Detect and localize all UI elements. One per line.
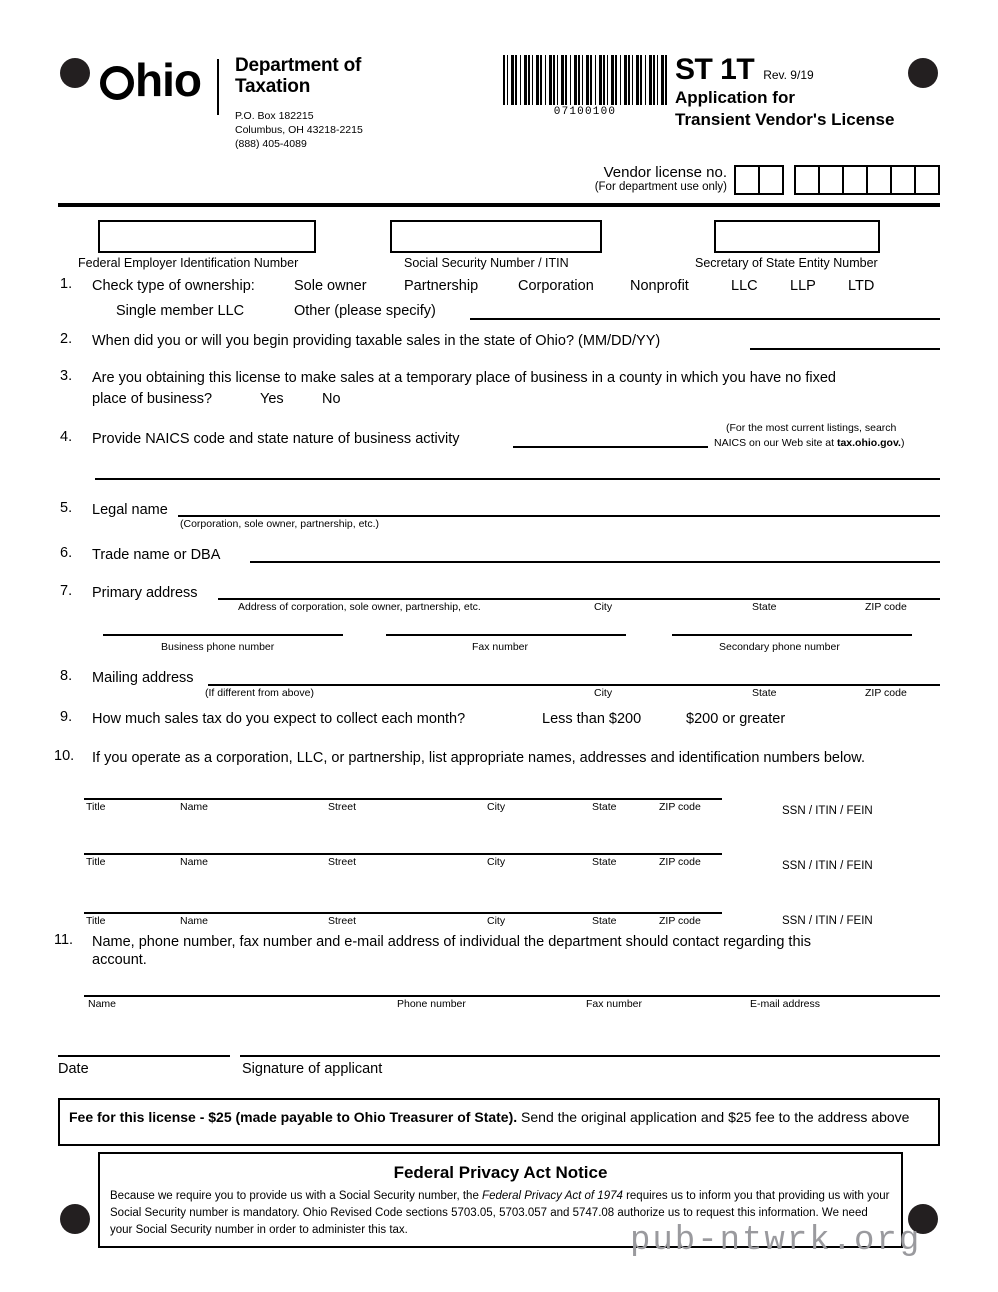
item-10-col-state: State xyxy=(592,801,617,813)
item-7-address-input-line[interactable] xyxy=(218,598,940,600)
vendor-license-group-2[interactable] xyxy=(796,165,940,195)
address-phone: (888) 405-4089 xyxy=(234,137,307,150)
fee-notice-box xyxy=(58,1098,940,1146)
department-line-2: Taxation xyxy=(234,76,311,98)
vendor-license-label: Vendor license no. xyxy=(603,164,727,181)
vendor-license-cell[interactable] xyxy=(734,165,760,195)
item-9-number: 9. xyxy=(60,709,73,725)
item-11-text-line-1: Name, phone number, fax number and e-mail address of individual the department should contact regarding this xyxy=(92,934,811,950)
item-2-date-input-line[interactable] xyxy=(750,348,940,350)
ownership-option-ltd[interactable]: LTD xyxy=(848,278,875,294)
item-11-input-line[interactable] xyxy=(84,995,940,997)
item-4-number: 4. xyxy=(60,429,73,445)
item-2-text: When did you or will you begin providing taxable sales in the state of Ohio? (MM/DD/YY) xyxy=(92,333,661,349)
item-5-number: 5. xyxy=(60,500,73,516)
vendor-license-cell[interactable] xyxy=(794,165,820,195)
item-7-business-phone-label: Business phone number xyxy=(161,641,275,653)
item-10-number: 10. xyxy=(54,748,75,764)
item-3-text-line-2: place of business? xyxy=(92,391,213,407)
item-7-number: 7. xyxy=(60,583,73,599)
item-4-note-line-2 xyxy=(714,437,904,449)
item-10-col-ssn: SSN / ITIN / FEIN xyxy=(782,915,873,927)
form-code: ST 1T xyxy=(675,53,755,86)
item-7-secondary-phone-input-line[interactable] xyxy=(672,634,912,636)
item-7-state-sublabel: State xyxy=(752,601,777,613)
ssn-itin-label: Social Security Number / ITIN xyxy=(404,256,569,270)
item-10-col-street: Street xyxy=(328,856,357,868)
ownership-option-llp[interactable]: LLP xyxy=(790,278,816,294)
ownership-option-other-label: Other (please specify) xyxy=(294,303,436,319)
item-6-label: Trade name or DBA xyxy=(92,547,221,563)
item-10-col-city: City xyxy=(487,915,506,927)
item-4-note-pre: NAICS on our Web site at xyxy=(714,437,837,449)
item-5-legal-name-input-line[interactable] xyxy=(178,515,940,517)
vendor-license-number-field xyxy=(595,164,940,195)
item-5-sublabel: (Corporation, sole owner, partnership, etc.) xyxy=(180,518,380,530)
item-8-number: 8. xyxy=(60,668,73,684)
registration-mark-bottom-left xyxy=(60,1204,90,1234)
fein-input[interactable] xyxy=(98,220,316,253)
fee-notice-bold: Fee for this license - $25 (made payable to Ohio Treasurer of State). xyxy=(69,1109,518,1125)
item-4-note-post: ) xyxy=(900,437,905,449)
sos-entity-input[interactable] xyxy=(714,220,880,253)
ssn-itin-input[interactable] xyxy=(390,220,602,253)
item-11-number: 11. xyxy=(54,932,74,948)
item-10-col-street: Street xyxy=(328,801,357,813)
ohio-logo xyxy=(100,55,363,151)
form-title-block xyxy=(675,53,894,131)
item-7-fax-input-line[interactable] xyxy=(386,634,626,636)
ohio-o-ring-icon xyxy=(100,66,134,100)
form-title-line-2: Transient Vendor's License xyxy=(675,109,895,129)
item-4-naics-input-line[interactable] xyxy=(513,446,708,448)
item-1-prompt: Check type of ownership: xyxy=(92,278,255,294)
item-7-secondary-phone-label: Secondary phone number xyxy=(719,641,840,653)
item-10-col-state: State xyxy=(592,856,617,868)
item-10-col-name: Name xyxy=(180,801,209,813)
header-divider-rule xyxy=(58,203,940,207)
item-3-text-line-1: Are you obtaining this license to make sales at a temporary place of business in a county in which you have no fixed xyxy=(92,370,836,386)
ohio-wordmark-text: hio xyxy=(135,54,201,106)
item-10-row-line[interactable] xyxy=(84,798,722,800)
address-city-state-zip: Columbus, OH 43218-2215 xyxy=(234,123,363,136)
item-5-label: Legal name xyxy=(92,502,168,518)
privacy-act-italic: Federal Privacy Act of 1974 xyxy=(482,1190,623,1202)
ownership-option-corporation[interactable]: Corporation xyxy=(518,278,594,294)
form-header xyxy=(60,55,940,160)
item-6-dba-input-line[interactable] xyxy=(250,561,940,563)
vendor-license-sublabel: (For department use only) xyxy=(594,181,727,194)
ownership-option-nonprofit[interactable]: Nonprofit xyxy=(630,278,689,294)
item-10-col-zip: ZIP code xyxy=(659,915,701,927)
item-7-address-sublabel: Address of corporation, sole owner, partnership, etc. xyxy=(238,601,481,613)
item-8-state-sublabel: State xyxy=(752,687,777,699)
item-4-text: Provide NAICS code and state nature of business activity xyxy=(92,431,460,447)
item-8-sublabel: (If different from above) xyxy=(205,687,314,699)
vendor-license-group-1[interactable] xyxy=(736,165,784,195)
item-4-description-input-line[interactable] xyxy=(95,478,940,480)
form-revision: Rev. 9/19 xyxy=(763,68,814,82)
department-line-1: Department of xyxy=(234,55,362,76)
item-10-col-name: Name xyxy=(180,856,209,868)
item-10-col-ssn: SSN / ITIN / FEIN xyxy=(782,860,873,872)
item-10-col-city: City xyxy=(487,856,506,868)
ownership-option-single-member-llc[interactable]: Single member LLC xyxy=(116,303,245,319)
ohio-wordmark xyxy=(100,54,201,106)
ownership-other-input-line[interactable] xyxy=(470,318,940,320)
privacy-notice-title: Federal Privacy Act Notice xyxy=(393,1163,608,1182)
item-8-mailing-address-input-line[interactable] xyxy=(208,684,940,686)
ownership-option-partnership[interactable]: Partnership xyxy=(404,278,479,294)
item-10-text: If you operate as a corporation, LLC, or partnership, list appropriate names, addresses and identification numbers below. xyxy=(92,750,865,766)
item-8-label: Mailing address xyxy=(92,670,194,686)
privacy-text-part-2: requires us to inform you that providing us with your Social Security number is mandatory. Ohio Revised Code sections 5703.05, 5703.057 and 5747.08 authorize us to request this information. We need your Social Security number in order to administer this tax. xyxy=(110,1190,890,1236)
signature-input-line[interactable] xyxy=(240,1055,940,1057)
item-10-col-ssn: SSN / ITIN / FEIN xyxy=(782,805,873,817)
item-7-label: Primary address xyxy=(92,585,198,601)
item-10-row-line[interactable] xyxy=(84,912,722,914)
privacy-text-part-1: Because we require you to provide us with a Social Security number, the xyxy=(110,1190,483,1202)
item-8-zip-sublabel: ZIP code xyxy=(865,687,907,699)
fein-label: Federal Employer Identification Number xyxy=(78,256,299,270)
item-7-business-phone-input-line[interactable] xyxy=(103,634,343,636)
barcode-number: 07100100 xyxy=(553,106,617,118)
barcode-image xyxy=(503,55,668,105)
item-10-row-line[interactable] xyxy=(84,853,722,855)
department-name xyxy=(235,55,363,98)
sos-entity-label: Secretary of State Entity Number xyxy=(695,256,878,270)
fee-notice-rest: Send the original application and $25 fee to the address above xyxy=(517,1109,910,1125)
item-2-number: 2. xyxy=(60,331,73,347)
item-10-col-title: Title xyxy=(86,856,106,868)
ownership-option-llc[interactable]: LLC xyxy=(731,278,758,294)
item-3-option-yes[interactable]: Yes xyxy=(260,391,284,407)
item-7-zip-sublabel: ZIP code xyxy=(865,601,907,613)
item-9-option-200-or-greater[interactable]: $200 or greater xyxy=(686,711,786,727)
logo-divider xyxy=(217,59,219,115)
department-address xyxy=(235,109,363,152)
item-6-number: 6. xyxy=(60,545,73,561)
item-11-text-line-2: account. xyxy=(92,952,147,968)
item-9-option-less-than-200[interactable]: Less than $200 xyxy=(542,711,642,727)
item-4-note-url: tax.ohio.gov. xyxy=(836,437,901,449)
ownership-option-sole-owner[interactable]: Sole owner xyxy=(294,278,367,294)
item-10-col-state: State xyxy=(592,915,617,927)
vendor-license-cell[interactable] xyxy=(866,165,892,195)
item-10-col-zip: ZIP code xyxy=(659,856,701,868)
date-input-line[interactable] xyxy=(58,1055,230,1057)
watermark: pub-ntwrk.org xyxy=(630,1222,922,1260)
item-7-fax-label: Fax number xyxy=(472,641,529,653)
item-8-city-sublabel: City xyxy=(594,687,613,699)
item-10-col-street: Street xyxy=(328,915,357,927)
item-9-text: How much sales tax do you expect to collect each month? xyxy=(92,711,466,727)
item-11-col-phone: Phone number xyxy=(397,998,466,1010)
item-4-note-line-1: (For the most current listings, search xyxy=(726,422,897,434)
item-10-col-title: Title xyxy=(86,801,106,813)
item-10-col-title: Title xyxy=(86,915,106,927)
item-10-col-zip: ZIP code xyxy=(659,801,701,813)
vendor-license-cell[interactable] xyxy=(758,165,784,195)
item-10-col-city: City xyxy=(487,801,506,813)
item-3-number: 3. xyxy=(60,368,73,384)
item-10-col-name: Name xyxy=(180,915,209,927)
item-3-option-no[interactable]: No xyxy=(322,391,341,407)
date-label: Date xyxy=(58,1061,89,1077)
address-po-box: P.O. Box 182215 xyxy=(234,109,314,122)
item-11-col-name: Name xyxy=(88,998,117,1010)
vendor-license-cell[interactable] xyxy=(914,165,940,195)
form-barcode xyxy=(495,55,675,118)
item-1-number: 1. xyxy=(60,276,73,292)
item-7-city-sublabel: City xyxy=(594,601,613,613)
signature-label: Signature of applicant xyxy=(242,1061,383,1077)
form-title-line-1: Application for xyxy=(675,88,795,107)
vendor-license-cell[interactable] xyxy=(890,165,916,195)
vendor-license-cell[interactable] xyxy=(842,165,868,195)
vendor-license-cell[interactable] xyxy=(818,165,844,195)
item-11-col-email: E-mail address xyxy=(750,998,821,1010)
item-11-col-fax: Fax number xyxy=(586,998,643,1010)
